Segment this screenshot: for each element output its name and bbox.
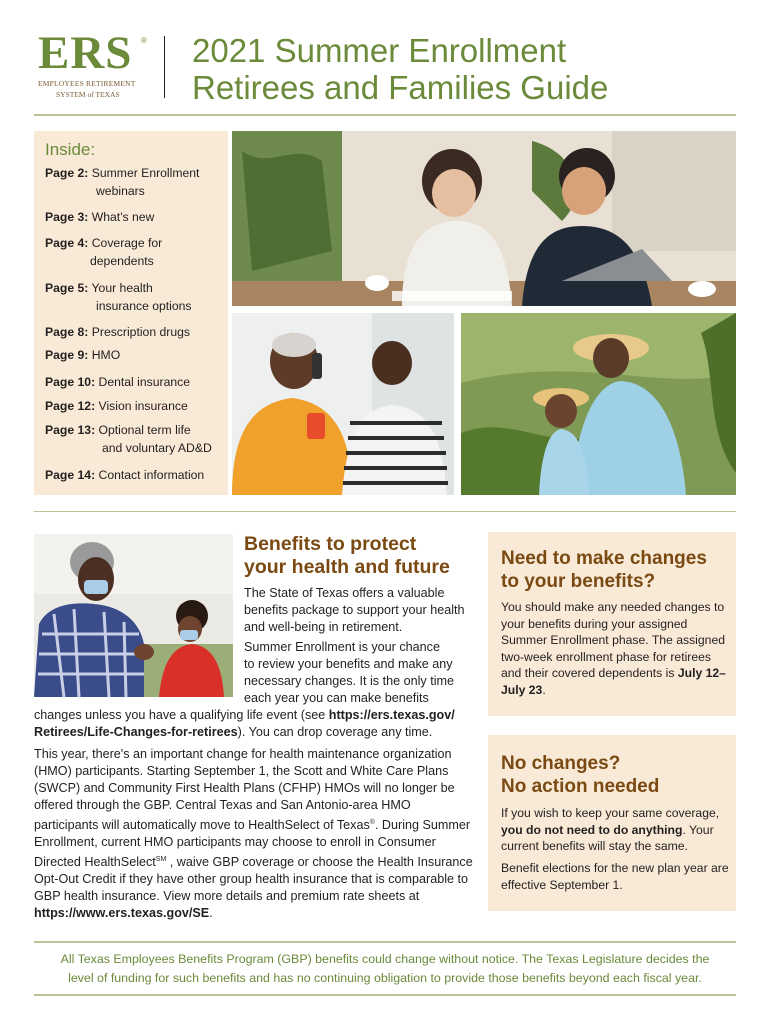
photo-couple-laptop [232,131,736,306]
logo-line-1: EMPLOYEES RETIREMENT [38,79,136,88]
header-rule [34,114,736,116]
benefits-paragraph-1: The State of Texas offers a valuable benefits package to support your health and well-being in retirement. [244,586,465,634]
benefits-paragraph-2-continued [34,707,480,741]
toc-item [45,164,199,200]
need-changes-end: . [542,682,546,697]
toc-page: Page 5: [45,281,89,295]
no-changes-box [488,735,736,911]
toc-label: Contact information [98,468,205,482]
toc-item [45,234,162,270]
p2-tail: ). You can drop coverage any time. [237,725,433,739]
toc-page: Page 4: [45,236,89,250]
toc-item [45,323,190,341]
toc-page: Page 13: [45,423,96,437]
footer-rule-top [34,941,736,943]
toc-label: Your health [91,281,153,295]
toc-label: Coverage for [91,236,163,250]
p2-line-1: Summer Enrollment is your chance [244,640,440,654]
logo-wordmark: ERS [38,27,133,79]
need-changes-body [501,599,729,698]
no-changes-text-b: . Your current benefits will stay the same. [501,822,714,853]
title-line-2: Retirees and Families Guide [192,69,609,106]
life-changes-link[interactable]: https://ers.texas.gov/ [328,708,455,722]
logo-line-2: SYSTEM of TEXAS [56,90,120,99]
no-changes-emphasis: you do not need to do anything [501,822,683,837]
toc-page: Page 3: [45,210,89,224]
toc-page: Page 12: [45,399,96,413]
toc-label: HMO [91,348,121,362]
footer-rule-bottom [34,994,736,996]
benefits-heading-line-1: Benefits to protect [244,533,417,555]
se-rates-link[interactable]: https://www.ers.texas.gov/SE [34,906,210,921]
enrollment-dates: July 12–July 23 [501,666,726,697]
toc-label-cont: insurance options [96,299,192,313]
toc-label-cont: and voluntary AD&D [102,441,212,455]
section-rule [34,511,736,512]
toc-page: Page 2: [45,166,89,180]
need-changes-heading [501,547,707,593]
p3-text-a: This year, there's an important change for health maintenance organization (HMO) participants. Starting September 1, the Scott and White Care Plans (SWCP) and Community First Health Plans (CFHP) HMOs will no longer be offered through the GBP. Central Texas and San Antonio-area HMO participants will automatically move to HealthSelect of Texas [34,747,455,833]
toc-page: Page 14: [45,468,96,482]
no-changes-heading-line-1: No changes? [501,753,621,774]
p3-end: . [209,906,213,921]
toc-label: Summer Enrollment [91,166,200,180]
service-mark: SM [155,856,167,864]
no-changes-text-a: If you wish to keep your same coverage, [501,806,720,820]
no-changes-heading-line-2: No action needed [501,776,660,797]
photo-garden-grandmother-child [461,313,736,495]
need-changes-box [488,532,736,716]
toc-item [45,421,212,457]
footer-disclaimer [34,950,736,988]
benefits-heading [244,533,450,579]
toc-page: Page 10: [45,375,96,389]
no-changes-paragraph-2: Benefit elections for the new plan year are effective September 1. [501,861,729,892]
toc-label: What's new [91,210,155,224]
toc-item [45,346,120,364]
inside-heading: Inside: [45,140,96,159]
toc-item [45,373,190,391]
toc-label: Prescription drugs [91,325,190,339]
page-title [192,32,608,106]
photo-women-kitchen [232,313,454,495]
benefits-heading-line-2: your health and future [244,556,450,578]
toc-page: Page 8: [45,325,89,339]
ers-logo [38,27,148,100]
toc-label: Vision insurance [98,399,188,413]
title-line-1: 2021 Summer Enrollment [192,32,567,69]
p3-text-c: , waive GBP coverage or choose the Health Insurance Opt-Out Credit if they have other group health insurance that is comparable to GBP health insurance. View more details and premium rate sheets at [34,855,473,904]
benefits-paragraph-2-wrap [244,639,480,707]
toc-page: Page 9: [45,348,89,362]
footer-line-2: level of funding for such benefits and has no continuing obligation to provide those benefits beyond each fiscal year. [68,971,702,985]
benefits-paragraph-3 [34,746,474,922]
toc-item [45,208,154,226]
p2-line-2: to review your benefits and make any [244,657,453,671]
toc-label-cont: dependents [90,254,154,268]
need-changes-heading-line-2: to your benefits? [501,571,656,592]
toc-label-cont: webinars [96,184,145,198]
photo-grandfather-child-elbow-bump [34,534,233,697]
p2-line-4: each year you can make benefits [244,691,429,705]
inside-panel [34,131,228,495]
toc-label: Dental insurance [98,375,190,389]
toc-item [45,279,192,315]
no-changes-paragraph-1 [501,805,729,855]
p3-text-b: . During Summer Enrollment, current HMO participants may choose to enroll in Consumer Directed HealthSelect [34,818,471,870]
need-changes-heading-line-1: Need to make changes [501,548,707,569]
logo-registered-mark: ® [141,36,147,45]
footer-line-1: All Texas Employees Benefits Program (GBP) benefits could change without notice. The Texas Legislature decides the [60,952,710,966]
no-changes-heading [501,752,659,798]
toc-item [45,397,188,415]
p2-line-5: changes unless you have a qualifying life event (see [34,708,329,722]
toc-label: Optional term life [98,423,191,437]
registered-mark: ® [369,819,375,826]
header-divider [164,36,165,98]
life-changes-link-cont[interactable]: Retirees/Life-Changes-for-retirees [34,725,238,739]
need-changes-text: You should make any needed changes to your benefits during your assigned Summer Enrollment phase. The assigned two-week enrollment phase for retirees and their covered dependents is [501,600,726,680]
p2-line-3: necessary changes. It is the only time [244,674,454,688]
toc-item [45,466,204,484]
